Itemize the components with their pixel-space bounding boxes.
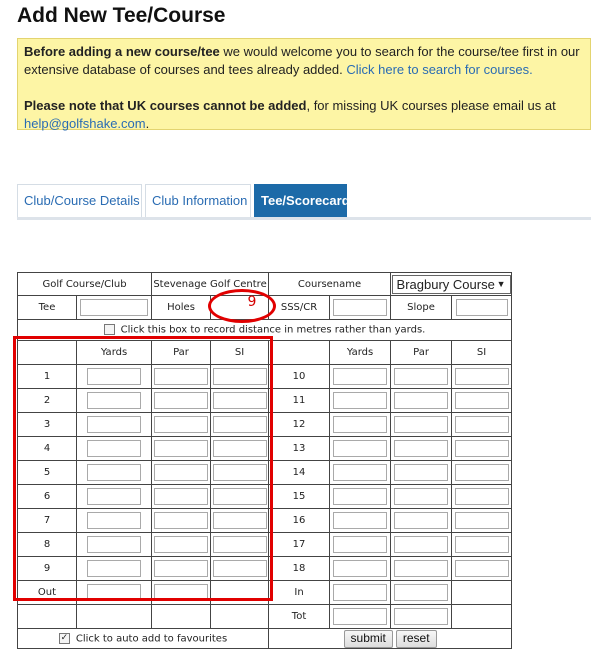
- si-input-front[interactable]: [213, 560, 267, 577]
- yards-input-front-cell: [77, 461, 152, 485]
- in-yards-input-cell: [330, 581, 391, 605]
- par-input-front[interactable]: [154, 440, 208, 457]
- yards-input-back[interactable]: [333, 464, 387, 481]
- tee-label: Tee: [18, 296, 77, 320]
- slope-input-cell: [452, 296, 512, 320]
- tee-input-cell: [77, 296, 152, 320]
- si-input-back[interactable]: [455, 464, 509, 481]
- par-input-front-cell: [152, 413, 211, 437]
- in-par-input-cell: [391, 581, 452, 605]
- yards-input-back-cell: [330, 485, 391, 509]
- tot-par-input-cell: [391, 605, 452, 629]
- yards-input-back[interactable]: [333, 488, 387, 505]
- yards-input-back[interactable]: [333, 416, 387, 433]
- si-input-front-cell: [211, 413, 269, 437]
- si-input-front-cell: [211, 485, 269, 509]
- par-input-back-cell: [391, 461, 452, 485]
- par-input-front-cell: [152, 509, 211, 533]
- si-input-front[interactable]: [213, 464, 267, 481]
- yards-input-front-cell: [77, 389, 152, 413]
- yards-input-back-cell: [330, 509, 391, 533]
- empty-cell: [77, 605, 152, 629]
- yards-input-front[interactable]: [87, 464, 141, 481]
- hole-number-back: 10: [269, 365, 330, 389]
- slope-input[interactable]: [456, 299, 508, 316]
- tot-yards-input-cell: [330, 605, 391, 629]
- si-input-back-cell: [452, 509, 512, 533]
- par-input-front[interactable]: [154, 560, 208, 577]
- par-input-front-cell: [152, 365, 211, 389]
- hole-number-front: 1: [18, 365, 77, 389]
- club-name-value: Stevenage Golf Centre: [152, 273, 269, 296]
- out-yards-input[interactable]: [87, 584, 141, 601]
- empty-cell: [18, 605, 77, 629]
- favourites-label: Click to auto add to favourites: [75, 633, 228, 645]
- hole-number-front: 6: [18, 485, 77, 509]
- par-input-back[interactable]: [394, 416, 448, 433]
- submit-button[interactable]: submit: [344, 630, 393, 648]
- hole-number-back: 18: [269, 557, 330, 581]
- yards-header-back: Yards: [330, 341, 391, 365]
- si-input-back[interactable]: [455, 392, 509, 409]
- si-input-back[interactable]: [455, 368, 509, 385]
- hole-number-front: 3: [18, 413, 77, 437]
- notice-box: [17, 38, 591, 130]
- si-input-back-cell: [452, 389, 512, 413]
- yards-input-front[interactable]: [87, 560, 141, 577]
- total-row: [18, 605, 512, 629]
- yards-input-front-cell: [77, 533, 152, 557]
- notice-uk-bold: Please note that UK courses cannot be added: [24, 98, 307, 113]
- si-input-front[interactable]: [213, 536, 267, 553]
- par-header-back: Par: [391, 341, 452, 365]
- yards-input-front[interactable]: [87, 416, 141, 433]
- yards-input-back[interactable]: [333, 536, 387, 553]
- yards-input-front-cell: [77, 509, 152, 533]
- si-input-back-cell: [452, 437, 512, 461]
- tot-si-cell: [452, 605, 512, 629]
- tot-par-input[interactable]: [394, 608, 448, 625]
- in-si-cell: [452, 581, 512, 605]
- yards-input-back-cell: [330, 461, 391, 485]
- par-input-front[interactable]: [154, 536, 208, 553]
- yards-input-back-cell: [330, 557, 391, 581]
- yards-input-front[interactable]: [87, 368, 141, 385]
- out-par-input-cell: [152, 581, 211, 605]
- par-input-back[interactable]: [394, 536, 448, 553]
- hole-number-back: 15: [269, 485, 330, 509]
- yards-input-back[interactable]: [333, 440, 387, 457]
- si-input-back-cell: [452, 461, 512, 485]
- par-input-front-cell: [152, 437, 211, 461]
- hole-number-front: 9: [18, 557, 77, 581]
- email-link[interactable]: help@golfshake.com: [24, 116, 146, 131]
- si-input-front-cell: [211, 437, 269, 461]
- par-input-back[interactable]: [394, 464, 448, 481]
- si-input-front[interactable]: [213, 512, 267, 529]
- hole-row: [18, 509, 512, 533]
- si-input-back-cell: [452, 557, 512, 581]
- par-input-front-cell: [152, 485, 211, 509]
- notice-search-paragraph: [24, 43, 584, 79]
- par-input-back-cell: [391, 365, 452, 389]
- hole-row: [18, 437, 512, 461]
- hole-number-back: 13: [269, 437, 330, 461]
- si-input-front-cell: [211, 461, 269, 485]
- hole-number-front: 7: [18, 509, 77, 533]
- tab-tee-scorecard[interactable]: Tee/Scorecard: [254, 184, 347, 217]
- metres-row: [18, 320, 512, 341]
- par-input-front-cell: [152, 557, 211, 581]
- par-input-back-cell: [391, 557, 452, 581]
- par-input-front-cell: [152, 533, 211, 557]
- empty-cell: [152, 605, 211, 629]
- notice-uk-text: , for missing UK courses please email us at: [306, 98, 556, 113]
- si-input-back[interactable]: [455, 536, 509, 553]
- out-label: Out: [18, 581, 77, 605]
- par-input-back[interactable]: [394, 512, 448, 529]
- sss-cr-label: SSS/CR: [269, 296, 330, 320]
- tab-club-information[interactable]: Club Information: [145, 184, 251, 217]
- sss-cr-input[interactable]: [333, 299, 387, 316]
- si-input-front[interactable]: [213, 368, 267, 385]
- par-input-back-cell: [391, 389, 452, 413]
- tab-club-course-details[interactable]: Club/Course Details: [17, 184, 142, 217]
- yards-input-back[interactable]: [333, 368, 387, 385]
- yards-input-front[interactable]: [87, 536, 141, 553]
- hole-header-front: [18, 341, 77, 365]
- yards-input-front[interactable]: [87, 488, 141, 505]
- holes-label: Holes: [152, 296, 211, 320]
- hole-row: [18, 533, 512, 557]
- hole-number-back: 17: [269, 533, 330, 557]
- par-input-back[interactable]: [394, 392, 448, 409]
- si-input-front[interactable]: [213, 416, 267, 433]
- hole-number-front: 4: [18, 437, 77, 461]
- si-input-front-cell: [211, 365, 269, 389]
- yards-input-front-cell: [77, 413, 152, 437]
- si-input-back-cell: [452, 365, 512, 389]
- yards-input-back-cell: [330, 389, 391, 413]
- yards-input-back[interactable]: [333, 560, 387, 577]
- reset-button[interactable]: reset: [396, 630, 437, 648]
- in-label: In: [269, 581, 330, 605]
- hole-number-front: 2: [18, 389, 77, 413]
- empty-cell: [211, 605, 269, 629]
- par-input-back-cell: [391, 437, 452, 461]
- golf-course-club-label: Golf Course/Club: [18, 273, 152, 296]
- favourites-checkbox[interactable]: ✓: [60, 632, 69, 643]
- slope-label: Slope: [391, 296, 452, 320]
- tee-input[interactable]: [80, 299, 148, 316]
- yards-input-front-cell: [77, 557, 152, 581]
- notice-email-tail: .: [145, 116, 150, 131]
- totals-row: [18, 581, 512, 605]
- par-input-back[interactable]: [394, 488, 448, 505]
- si-input-back-cell: [452, 485, 512, 509]
- si-input-back[interactable]: [455, 488, 509, 505]
- par-input-back-cell: [391, 509, 452, 533]
- hole-row: [18, 389, 512, 413]
- yards-input-back-cell: [330, 437, 391, 461]
- par-input-front[interactable]: [154, 368, 208, 385]
- si-input-front-cell: [211, 557, 269, 581]
- par-input-front-cell: [152, 389, 211, 413]
- out-yards-input-cell: [77, 581, 152, 605]
- par-input-back[interactable]: [394, 368, 448, 385]
- holes-value: 9: [247, 294, 257, 310]
- hole-number-front: 5: [18, 461, 77, 485]
- sss-cr-input-cell: [330, 296, 391, 320]
- yards-input-back-cell: [330, 365, 391, 389]
- metres-checkbox-label: Click this box to record distance in metres rather than yards.: [120, 324, 426, 336]
- yards-input-back-cell: [330, 413, 391, 437]
- si-header-front: SI: [211, 341, 269, 365]
- hole-number-back: 12: [269, 413, 330, 437]
- si-input-back[interactable]: [455, 440, 509, 457]
- si-input-front[interactable]: [213, 440, 267, 457]
- hole-row: [18, 365, 512, 389]
- par-input-back-cell: [391, 485, 452, 509]
- par-input-front[interactable]: [154, 416, 208, 433]
- yards-header-front: Yards: [77, 341, 152, 365]
- coursename-label: Coursename: [269, 273, 391, 296]
- si-input-back[interactable]: [455, 416, 509, 433]
- metres-checkbox[interactable]: [104, 324, 115, 335]
- si-input-front-cell: [211, 509, 269, 533]
- yards-input-back-cell: [330, 533, 391, 557]
- si-input-back-cell: [452, 533, 512, 557]
- notice-intro-text: we would welcome you to search for the course/tee first in our extensive database of courses and tees already added.: [24, 44, 580, 77]
- si-input-front-cell: [211, 533, 269, 557]
- scorecard-table: [17, 272, 512, 649]
- si-input-back[interactable]: [455, 512, 509, 529]
- out-si-cell: [211, 581, 269, 605]
- par-input-back-cell: [391, 533, 452, 557]
- hole-number-back: 16: [269, 509, 330, 533]
- hole-row: [18, 413, 512, 437]
- hole-number-front: 8: [18, 533, 77, 557]
- tab-bar: [17, 184, 591, 220]
- par-input-front[interactable]: [154, 488, 208, 505]
- tab-baseline: [17, 217, 591, 220]
- coursename-select[interactable]: [392, 275, 511, 294]
- par-input-front[interactable]: [154, 464, 208, 481]
- hole-row: [18, 461, 512, 485]
- yards-input-front-cell: [77, 365, 152, 389]
- chevron-down-icon: ▼: [496, 279, 506, 289]
- yards-input-front[interactable]: [87, 392, 141, 409]
- yards-input-front[interactable]: [87, 512, 141, 529]
- hole-row: [18, 557, 512, 581]
- yards-input-front-cell: [77, 437, 152, 461]
- yards-input-front[interactable]: [87, 440, 141, 457]
- hole-number-back: 14: [269, 461, 330, 485]
- search-courses-link[interactable]: Click here to search for courses.: [346, 62, 533, 77]
- hole-header-back: [269, 341, 330, 365]
- yards-input-back[interactable]: [333, 392, 387, 409]
- par-input-front[interactable]: [154, 392, 208, 409]
- par-input-back[interactable]: [394, 560, 448, 577]
- par-input-front[interactable]: [154, 512, 208, 529]
- yards-input-back[interactable]: [333, 512, 387, 529]
- tot-yards-input[interactable]: [333, 608, 387, 625]
- coursename-cell: [391, 273, 512, 296]
- si-input-back[interactable]: [455, 560, 509, 577]
- hole-number-back: 11: [269, 389, 330, 413]
- coursename-select-value: Bragbury Course: [396, 276, 495, 292]
- par-header-front: Par: [152, 341, 211, 365]
- par-input-front-cell: [152, 461, 211, 485]
- si-input-front[interactable]: [213, 392, 267, 409]
- page-title: Add New Tee/Course: [17, 4, 226, 27]
- out-par-input[interactable]: [154, 584, 208, 601]
- si-input-back-cell: [452, 413, 512, 437]
- in-par-input[interactable]: [394, 584, 448, 601]
- par-input-back-cell: [391, 413, 452, 437]
- si-input-front[interactable]: [213, 488, 267, 505]
- tot-label: Tot: [269, 605, 330, 629]
- in-yards-input[interactable]: [333, 584, 387, 601]
- si-input-front-cell: [211, 389, 269, 413]
- notice-uk-paragraph: [24, 97, 584, 133]
- si-header-back: SI: [452, 341, 512, 365]
- notice-intro-bold: Before adding a new course/tee: [24, 44, 220, 59]
- par-input-back[interactable]: [394, 440, 448, 457]
- yards-input-front-cell: [77, 485, 152, 509]
- hole-row: [18, 485, 512, 509]
